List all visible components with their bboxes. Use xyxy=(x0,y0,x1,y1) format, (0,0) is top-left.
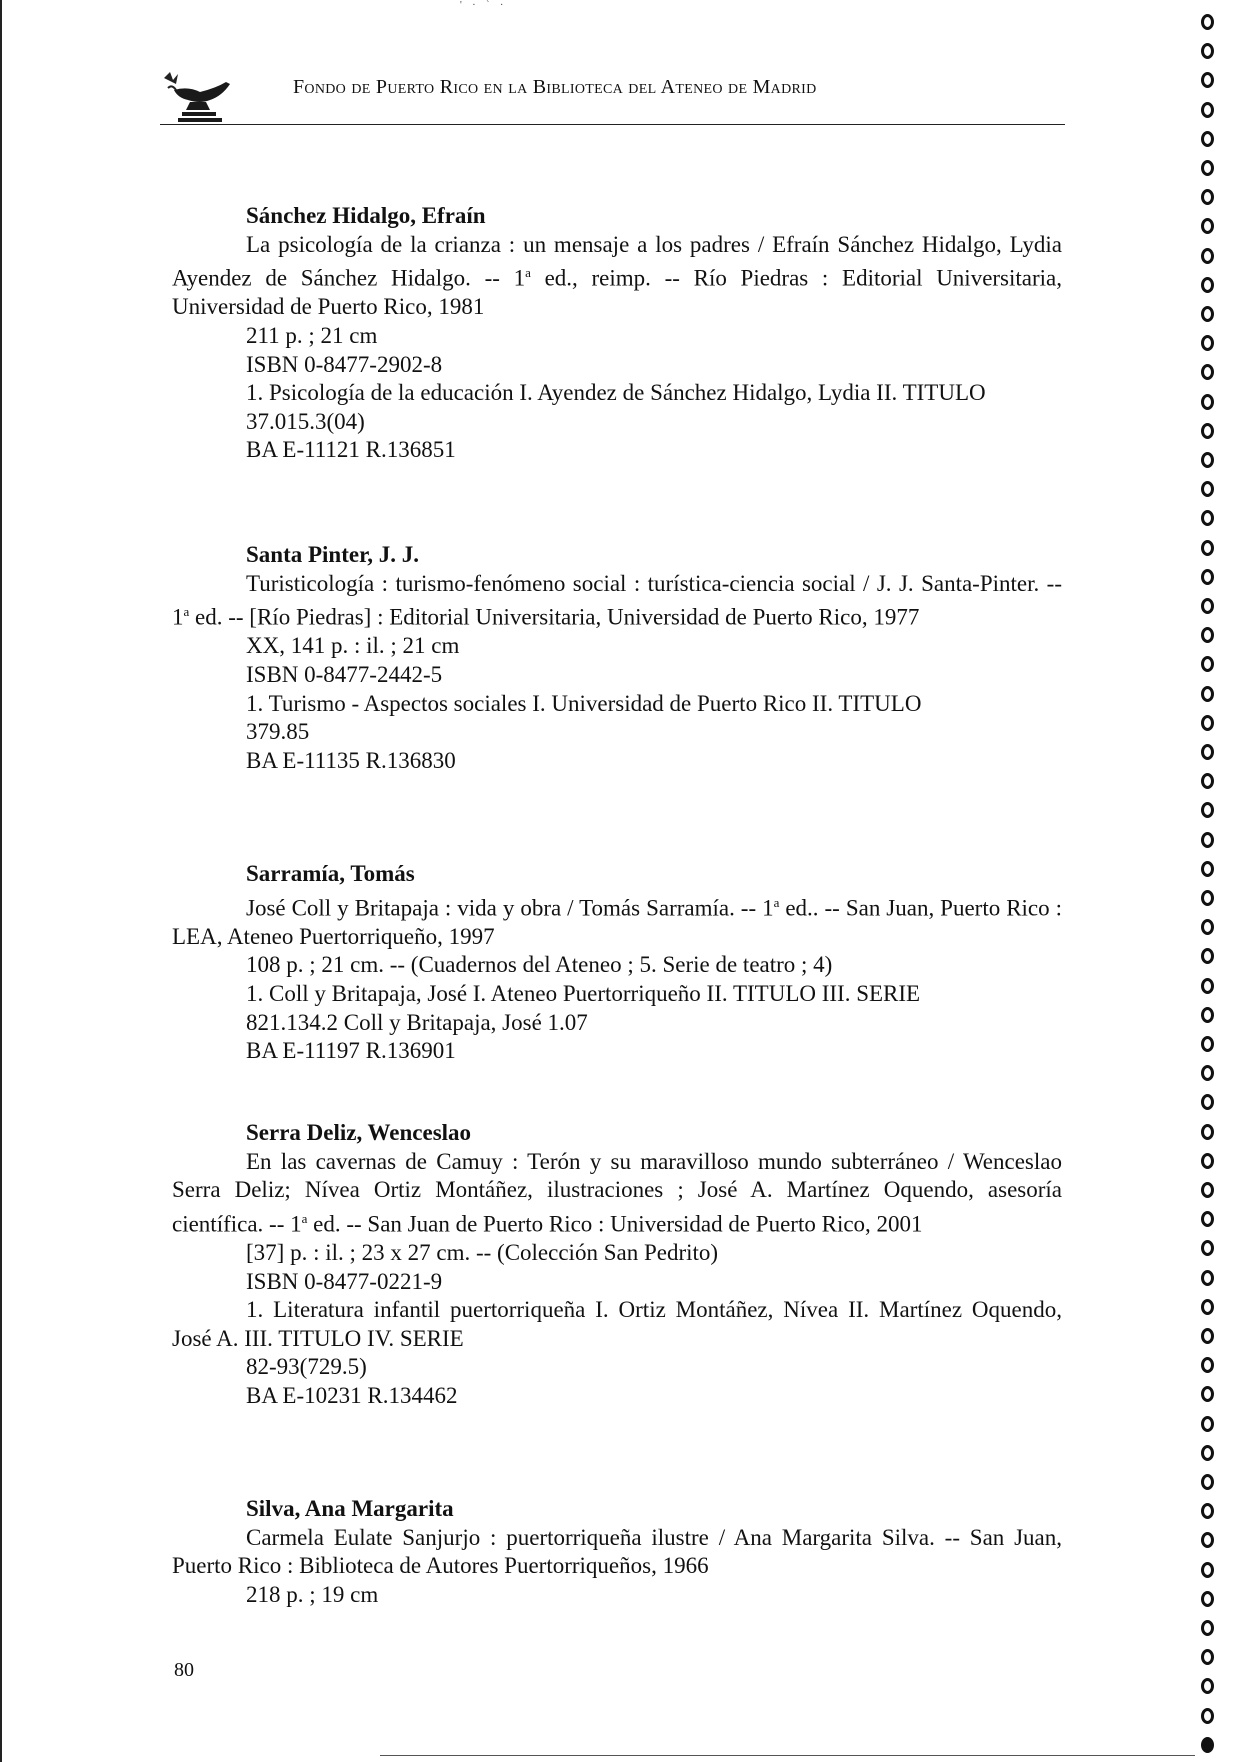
binding-hole xyxy=(1201,1620,1214,1636)
binding-hole xyxy=(1201,218,1214,234)
binding-hole xyxy=(1201,540,1214,556)
binding-hole xyxy=(1201,1591,1214,1607)
binding-hole xyxy=(1201,1007,1214,1023)
binding-hole xyxy=(1201,1503,1214,1519)
entry-classification: 821.134.2 Coll y Britapaja, José 1.07 xyxy=(246,1009,588,1035)
entry-isbn: ISBN 0-8477-2442-5 xyxy=(246,662,443,688)
binding-hole xyxy=(1201,102,1214,118)
binding-hole xyxy=(1201,335,1214,351)
entry-author: Serra Deliz, Wenceslao xyxy=(246,1120,472,1145)
binding-hole xyxy=(1201,1649,1214,1665)
entry-location: BA E-11121 R.136851 xyxy=(246,437,456,463)
binding-hole xyxy=(1201,1240,1214,1256)
bottom-rule xyxy=(380,1755,1195,1756)
binding-hole xyxy=(1201,1299,1214,1315)
entry-author: Silva, Ana Margarita xyxy=(246,1496,454,1521)
scan-top-marks: ' · ` · xyxy=(460,0,508,11)
entry-subjects: 1. Coll y Britapaja, José I. Ateneo Puertorriqueño II. TITULO III. SERIE xyxy=(246,981,921,1007)
binding-hole xyxy=(1201,364,1214,380)
catalog-entry xyxy=(172,202,1062,465)
binding-hole xyxy=(1201,1737,1214,1753)
entry-physical: [37] p. : il. ; 23 x 27 cm. -- (Colección San Pedrito) xyxy=(246,1240,719,1266)
entry-author: Santa Pinter, J. J. xyxy=(246,542,419,567)
page-header xyxy=(160,64,1065,126)
entry-author: Sarramía, Tomás xyxy=(246,861,415,886)
binding-hole xyxy=(1201,656,1214,672)
binding-hole xyxy=(1201,43,1214,59)
entry-description: La psicología de la crianza : un mensaje a los padres / Efraín Sánchez Hidalgo, Lydia Ayendez de Sánchez Hidalgo. -- 1$^a$ ed., reimp. -- Río Piedras : Editorial Universitaria, Universidad de Puerto Rico, 1981 xyxy=(172,231,1063,320)
binding-hole xyxy=(1201,1445,1214,1461)
binding-hole xyxy=(1201,686,1214,702)
entry-location: BA E-11135 R.136830 xyxy=(246,747,456,773)
scan-left-edge xyxy=(0,0,2,1762)
catalog-entry xyxy=(172,1495,1062,1609)
binding-hole xyxy=(1201,248,1214,264)
binding-hole xyxy=(1201,1065,1214,1081)
binding-hole xyxy=(1201,1416,1214,1432)
binding-hole xyxy=(1201,1562,1214,1578)
binding-hole xyxy=(1201,277,1214,293)
entry-isbn: ISBN 0-8477-0221-9 xyxy=(246,1268,443,1294)
binding-hole xyxy=(1201,1474,1214,1490)
binding-hole xyxy=(1201,452,1214,468)
binding-hole xyxy=(1201,14,1214,30)
binding-hole xyxy=(1201,1094,1214,1110)
binding-hole xyxy=(1201,1153,1214,1169)
binding-hole xyxy=(1201,72,1214,88)
entry-description: Carmela Eulate Sanjurjo : puertorriqueña ilustre / Ana Margarita Silva. -- San Juan, Puerto Rico : Biblioteca de Autores Puertorriqueños, 1966 xyxy=(172,1524,1062,1579)
header-title: Fondo de Puerto Rico en la Biblioteca del Ateneo de Madrid xyxy=(293,76,817,98)
entry-classification: 379.85 xyxy=(246,719,310,745)
binding-hole xyxy=(1201,978,1214,994)
binding-hole xyxy=(1201,744,1214,760)
binding-hole xyxy=(1201,423,1214,439)
binding-hole xyxy=(1201,1708,1214,1724)
entry-classification: 37.015.3(04) xyxy=(246,408,365,434)
entry-subjects: 1. Literatura infantil puertorriqueña I. Ortiz Montáñez, Nívea II. Martínez Oquendo, José A. III. TITULO IV. SERIE xyxy=(172,1297,1062,1351)
binding-hole xyxy=(1201,131,1214,147)
binding-hole xyxy=(1201,1036,1214,1052)
binding-hole xyxy=(1201,1270,1214,1286)
binding-hole xyxy=(1201,510,1214,526)
binding-hole xyxy=(1201,773,1214,789)
binding-hole xyxy=(1201,1532,1214,1548)
binding-holes xyxy=(1198,6,1228,1756)
entry-subjects: 1. Turismo - Aspectos sociales I. Universidad de Puerto Rico II. TITULO xyxy=(246,690,922,716)
binding-hole xyxy=(1201,598,1214,614)
catalog-entry xyxy=(172,541,1062,775)
page-number: 80 xyxy=(174,1659,194,1681)
entry-author: Sánchez Hidalgo, Efraín xyxy=(246,203,486,228)
entry-location: BA E-11197 R.136901 xyxy=(246,1038,456,1064)
entry-description: Turisticología : turismo-fenómeno social : turística-ciencia social / J. J. Santa-Pinter. -- 1$^a$ ed. -- [Río Piedras] : Editorial Universitaria, Universidad de Puerto Rico, 1977 xyxy=(172,570,1062,630)
binding-hole xyxy=(1201,1211,1214,1227)
entry-description: En las cavernas de Camuy : Terón y su maravilloso mundo subterráneo / Wenceslao Serra Deliz; Nívea Ortiz Montáñez, ilustraciones ; José A. Martínez Oquendo, asesoría científica. -- 1$^a$ ed. -- San Juan de Puerto Rico : Universidad de Puerto Rico, 2001 xyxy=(172,1148,1062,1237)
binding-hole xyxy=(1201,1328,1214,1344)
header-rule xyxy=(160,124,1065,125)
binding-hole xyxy=(1201,189,1214,205)
binding-hole xyxy=(1201,802,1214,818)
entry-physical: 218 p. ; 19 cm xyxy=(246,1581,379,1607)
binding-hole xyxy=(1201,627,1214,643)
binding-hole xyxy=(1201,948,1214,964)
binding-hole xyxy=(1201,1386,1214,1402)
entry-subjects: 1. Psicología de la educación I. Ayendez de Sánchez Hidalgo, Lydia II. TITULO xyxy=(246,380,986,406)
entry-isbn: ISBN 0-8477-2902-8 xyxy=(246,351,443,377)
binding-hole xyxy=(1201,306,1214,322)
entry-description: José Coll y Britapaja : vida y obra / Tomás Sarramía. -- 1$^a$ ed.. -- San Juan, Puerto Rico : LEA, Ateneo Puertorriqueño, 1997 xyxy=(172,894,1062,949)
binding-hole xyxy=(1201,160,1214,176)
entry-classification: 82-93(729.5) xyxy=(246,1354,367,1380)
entry-location: BA E-10231 R.134462 xyxy=(246,1383,458,1408)
binding-hole xyxy=(1201,1124,1214,1140)
binding-hole xyxy=(1201,890,1214,906)
lamp-logo-icon xyxy=(160,68,234,124)
binding-hole xyxy=(1201,481,1214,497)
binding-hole xyxy=(1201,715,1214,731)
binding-hole xyxy=(1201,569,1214,585)
binding-hole xyxy=(1201,919,1214,935)
binding-hole xyxy=(1201,394,1214,410)
binding-hole xyxy=(1201,832,1214,848)
binding-hole xyxy=(1201,861,1214,877)
entry-physical: 108 p. ; 21 cm. -- (Cuadernos del Ateneo ; 5. Serie de teatro ; 4) xyxy=(246,952,833,978)
binding-hole xyxy=(1201,1678,1214,1694)
entry-physical: 211 p. ; 21 cm xyxy=(246,323,378,349)
binding-hole xyxy=(1201,1182,1214,1198)
binding-hole xyxy=(1201,1357,1214,1373)
catalog-entry xyxy=(172,1119,1062,1411)
entry-physical: XX, 141 p. : il. ; 21 cm xyxy=(246,633,460,659)
catalog-entry xyxy=(172,860,1062,1066)
